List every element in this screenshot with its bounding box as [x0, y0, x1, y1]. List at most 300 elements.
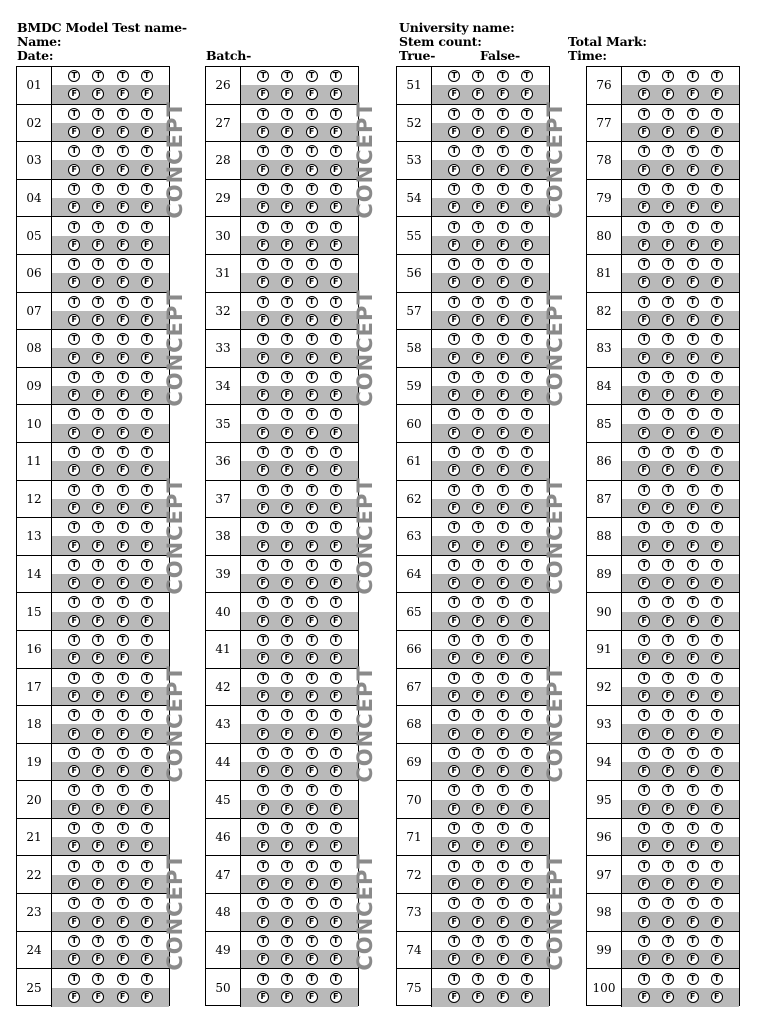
true-bubble[interactable]: T	[521, 258, 533, 270]
true-bubble[interactable]: T	[281, 935, 293, 947]
true-bubble[interactable]: T	[638, 559, 650, 571]
true-bubble[interactable]: T	[497, 672, 509, 684]
false-bubble[interactable]: F	[68, 88, 80, 100]
true-bubble[interactable]: T	[711, 333, 723, 345]
false-bubble[interactable]: F	[281, 690, 293, 702]
false-bubble[interactable]: F	[141, 276, 153, 288]
true-bubble[interactable]: T	[448, 70, 460, 82]
true-bubble[interactable]: T	[662, 634, 674, 646]
false-bubble[interactable]: F	[330, 690, 342, 702]
false-bubble[interactable]: F	[68, 690, 80, 702]
false-bubble[interactable]: F	[257, 878, 269, 890]
false-bubble[interactable]: F	[521, 201, 533, 213]
false-bubble[interactable]: F	[687, 502, 699, 514]
true-bubble[interactable]: T	[711, 371, 723, 383]
false-bubble[interactable]: F	[638, 389, 650, 401]
true-bubble[interactable]: T	[521, 747, 533, 759]
false-bubble[interactable]: F	[141, 991, 153, 1003]
false-bubble[interactable]: F	[638, 652, 650, 664]
false-bubble[interactable]: F	[448, 126, 460, 138]
true-bubble[interactable]: T	[117, 747, 129, 759]
true-bubble[interactable]: T	[68, 822, 80, 834]
true-bubble[interactable]: T	[68, 221, 80, 233]
true-bubble[interactable]: T	[281, 333, 293, 345]
false-bubble[interactable]: F	[472, 239, 484, 251]
true-bubble[interactable]: T	[711, 258, 723, 270]
true-bubble[interactable]: T	[687, 484, 699, 496]
false-bubble[interactable]: F	[448, 991, 460, 1003]
false-bubble[interactable]: F	[68, 916, 80, 928]
true-bubble[interactable]: T	[662, 860, 674, 872]
false-bubble[interactable]: F	[141, 239, 153, 251]
false-bubble[interactable]: F	[472, 916, 484, 928]
true-bubble[interactable]: T	[662, 296, 674, 308]
false-bubble[interactable]: F	[141, 765, 153, 777]
true-bubble[interactable]: T	[448, 258, 460, 270]
true-bubble[interactable]: T	[521, 709, 533, 721]
true-bubble[interactable]: T	[141, 484, 153, 496]
true-bubble[interactable]: T	[497, 747, 509, 759]
false-bubble[interactable]: F	[257, 690, 269, 702]
true-bubble[interactable]: T	[497, 596, 509, 608]
true-bubble[interactable]: T	[711, 183, 723, 195]
true-bubble[interactable]: T	[662, 221, 674, 233]
true-bubble[interactable]: T	[711, 596, 723, 608]
false-bubble[interactable]: F	[141, 201, 153, 213]
true-bubble[interactable]: T	[92, 145, 104, 157]
false-bubble[interactable]: F	[662, 427, 674, 439]
false-bubble[interactable]: F	[521, 389, 533, 401]
true-bubble[interactable]: T	[281, 897, 293, 909]
false-bubble[interactable]: F	[257, 201, 269, 213]
false-bubble[interactable]: F	[711, 916, 723, 928]
true-bubble[interactable]: T	[638, 258, 650, 270]
false-bubble[interactable]: F	[257, 728, 269, 740]
false-bubble[interactable]: F	[92, 352, 104, 364]
true-bubble[interactable]: T	[448, 183, 460, 195]
false-bubble[interactable]: F	[330, 540, 342, 552]
true-bubble[interactable]: T	[448, 784, 460, 796]
true-bubble[interactable]: T	[711, 484, 723, 496]
false-bubble[interactable]: F	[638, 464, 650, 476]
true-bubble[interactable]: T	[497, 935, 509, 947]
false-bubble[interactable]: F	[638, 840, 650, 852]
false-bubble[interactable]: F	[448, 690, 460, 702]
false-bubble[interactable]: F	[497, 164, 509, 176]
false-bubble[interactable]: F	[448, 615, 460, 627]
false-bubble[interactable]: F	[68, 728, 80, 740]
true-bubble[interactable]: T	[638, 596, 650, 608]
true-bubble[interactable]: T	[257, 521, 269, 533]
true-bubble[interactable]: T	[521, 860, 533, 872]
true-bubble[interactable]: T	[687, 258, 699, 270]
false-bubble[interactable]: F	[141, 728, 153, 740]
false-bubble[interactable]: F	[711, 765, 723, 777]
false-bubble[interactable]: F	[448, 652, 460, 664]
true-bubble[interactable]: T	[521, 408, 533, 420]
false-bubble[interactable]: F	[662, 690, 674, 702]
false-bubble[interactable]: F	[711, 840, 723, 852]
false-bubble[interactable]: F	[687, 314, 699, 326]
true-bubble[interactable]: T	[497, 70, 509, 82]
false-bubble[interactable]: F	[330, 577, 342, 589]
true-bubble[interactable]: T	[141, 333, 153, 345]
true-bubble[interactable]: T	[68, 108, 80, 120]
false-bubble[interactable]: F	[638, 201, 650, 213]
false-bubble[interactable]: F	[687, 728, 699, 740]
false-bubble[interactable]: F	[117, 427, 129, 439]
true-bubble[interactable]: T	[448, 484, 460, 496]
true-bubble[interactable]: T	[306, 70, 318, 82]
true-bubble[interactable]: T	[448, 521, 460, 533]
false-bubble[interactable]: F	[117, 464, 129, 476]
false-bubble[interactable]: F	[687, 916, 699, 928]
true-bubble[interactable]: T	[330, 258, 342, 270]
true-bubble[interactable]: T	[306, 709, 318, 721]
true-bubble[interactable]: T	[141, 108, 153, 120]
true-bubble[interactable]: T	[497, 484, 509, 496]
false-bubble[interactable]: F	[141, 577, 153, 589]
false-bubble[interactable]: F	[257, 88, 269, 100]
false-bubble[interactable]: F	[306, 389, 318, 401]
true-bubble[interactable]: T	[638, 296, 650, 308]
true-bubble[interactable]: T	[711, 822, 723, 834]
false-bubble[interactable]: F	[92, 765, 104, 777]
true-bubble[interactable]: T	[306, 596, 318, 608]
true-bubble[interactable]: T	[141, 596, 153, 608]
true-bubble[interactable]: T	[687, 672, 699, 684]
false-bubble[interactable]: F	[330, 164, 342, 176]
false-bubble[interactable]: F	[472, 126, 484, 138]
false-bubble[interactable]: F	[448, 239, 460, 251]
false-bubble[interactable]: F	[448, 577, 460, 589]
true-bubble[interactable]: T	[68, 672, 80, 684]
false-bubble[interactable]: F	[711, 540, 723, 552]
true-bubble[interactable]: T	[687, 446, 699, 458]
false-bubble[interactable]: F	[68, 765, 80, 777]
false-bubble[interactable]: F	[638, 953, 650, 965]
false-bubble[interactable]: F	[638, 615, 650, 627]
false-bubble[interactable]: F	[638, 239, 650, 251]
true-bubble[interactable]: T	[472, 221, 484, 233]
false-bubble[interactable]: F	[281, 991, 293, 1003]
true-bubble[interactable]: T	[497, 408, 509, 420]
false-bubble[interactable]: F	[687, 765, 699, 777]
false-bubble[interactable]: F	[521, 728, 533, 740]
true-bubble[interactable]: T	[141, 784, 153, 796]
false-bubble[interactable]: F	[257, 765, 269, 777]
false-bubble[interactable]: F	[306, 916, 318, 928]
false-bubble[interactable]: F	[497, 878, 509, 890]
false-bubble[interactable]: F	[521, 126, 533, 138]
false-bubble[interactable]: F	[117, 314, 129, 326]
false-bubble[interactable]: F	[687, 427, 699, 439]
true-bubble[interactable]: T	[306, 108, 318, 120]
false-bubble[interactable]: F	[92, 615, 104, 627]
false-bubble[interactable]: F	[521, 276, 533, 288]
true-bubble[interactable]: T	[687, 371, 699, 383]
false-bubble[interactable]: F	[257, 916, 269, 928]
false-bubble[interactable]: F	[687, 239, 699, 251]
false-bubble[interactable]: F	[68, 464, 80, 476]
false-bubble[interactable]: F	[306, 239, 318, 251]
false-bubble[interactable]: F	[521, 916, 533, 928]
false-bubble[interactable]: F	[141, 615, 153, 627]
true-bubble[interactable]: T	[687, 108, 699, 120]
true-bubble[interactable]: T	[281, 108, 293, 120]
false-bubble[interactable]: F	[330, 352, 342, 364]
false-bubble[interactable]: F	[662, 314, 674, 326]
true-bubble[interactable]: T	[141, 145, 153, 157]
false-bubble[interactable]: F	[92, 502, 104, 514]
false-bubble[interactable]: F	[306, 427, 318, 439]
true-bubble[interactable]: T	[68, 784, 80, 796]
false-bubble[interactable]: F	[448, 728, 460, 740]
false-bubble[interactable]: F	[141, 314, 153, 326]
false-bubble[interactable]: F	[257, 389, 269, 401]
true-bubble[interactable]: T	[141, 521, 153, 533]
false-bubble[interactable]: F	[687, 991, 699, 1003]
true-bubble[interactable]: T	[257, 296, 269, 308]
true-bubble[interactable]: T	[281, 822, 293, 834]
false-bubble[interactable]: F	[687, 276, 699, 288]
false-bubble[interactable]: F	[281, 389, 293, 401]
false-bubble[interactable]: F	[68, 615, 80, 627]
false-bubble[interactable]: F	[662, 464, 674, 476]
true-bubble[interactable]: T	[257, 70, 269, 82]
true-bubble[interactable]: T	[497, 784, 509, 796]
true-bubble[interactable]: T	[306, 296, 318, 308]
true-bubble[interactable]: T	[638, 860, 650, 872]
false-bubble[interactable]: F	[306, 577, 318, 589]
false-bubble[interactable]: F	[68, 352, 80, 364]
false-bubble[interactable]: F	[662, 502, 674, 514]
false-bubble[interactable]: F	[306, 690, 318, 702]
true-bubble[interactable]: T	[662, 559, 674, 571]
true-bubble[interactable]: T	[257, 108, 269, 120]
false-bubble[interactable]: F	[521, 502, 533, 514]
false-bubble[interactable]: F	[448, 765, 460, 777]
true-bubble[interactable]: T	[141, 634, 153, 646]
false-bubble[interactable]: F	[711, 502, 723, 514]
true-bubble[interactable]: T	[521, 521, 533, 533]
true-bubble[interactable]: T	[662, 70, 674, 82]
false-bubble[interactable]: F	[117, 201, 129, 213]
false-bubble[interactable]: F	[711, 577, 723, 589]
false-bubble[interactable]: F	[306, 352, 318, 364]
false-bubble[interactable]: F	[330, 389, 342, 401]
true-bubble[interactable]: T	[638, 446, 650, 458]
true-bubble[interactable]: T	[472, 70, 484, 82]
true-bubble[interactable]: T	[662, 258, 674, 270]
true-bubble[interactable]: T	[257, 596, 269, 608]
false-bubble[interactable]: F	[638, 991, 650, 1003]
false-bubble[interactable]: F	[257, 126, 269, 138]
false-bubble[interactable]: F	[497, 502, 509, 514]
false-bubble[interactable]: F	[257, 953, 269, 965]
false-bubble[interactable]: F	[497, 88, 509, 100]
true-bubble[interactable]: T	[306, 408, 318, 420]
false-bubble[interactable]: F	[281, 840, 293, 852]
false-bubble[interactable]: F	[638, 126, 650, 138]
false-bubble[interactable]: F	[306, 314, 318, 326]
true-bubble[interactable]: T	[662, 747, 674, 759]
true-bubble[interactable]: T	[711, 860, 723, 872]
true-bubble[interactable]: T	[472, 860, 484, 872]
true-bubble[interactable]: T	[687, 559, 699, 571]
true-bubble[interactable]: T	[638, 784, 650, 796]
true-bubble[interactable]: T	[497, 822, 509, 834]
true-bubble[interactable]: T	[497, 897, 509, 909]
false-bubble[interactable]: F	[521, 164, 533, 176]
true-bubble[interactable]: T	[521, 70, 533, 82]
true-bubble[interactable]: T	[257, 258, 269, 270]
true-bubble[interactable]: T	[92, 408, 104, 420]
true-bubble[interactable]: T	[662, 446, 674, 458]
true-bubble[interactable]: T	[521, 183, 533, 195]
false-bubble[interactable]: F	[281, 803, 293, 815]
true-bubble[interactable]: T	[448, 973, 460, 985]
false-bubble[interactable]: F	[448, 540, 460, 552]
false-bubble[interactable]: F	[521, 464, 533, 476]
true-bubble[interactable]: T	[472, 784, 484, 796]
false-bubble[interactable]: F	[306, 765, 318, 777]
true-bubble[interactable]: T	[497, 221, 509, 233]
false-bubble[interactable]: F	[117, 615, 129, 627]
false-bubble[interactable]: F	[711, 652, 723, 664]
false-bubble[interactable]: F	[472, 840, 484, 852]
false-bubble[interactable]: F	[68, 540, 80, 552]
false-bubble[interactable]: F	[257, 352, 269, 364]
false-bubble[interactable]: F	[497, 615, 509, 627]
true-bubble[interactable]: T	[448, 596, 460, 608]
false-bubble[interactable]: F	[448, 314, 460, 326]
true-bubble[interactable]: T	[117, 897, 129, 909]
true-bubble[interactable]: T	[448, 371, 460, 383]
false-bubble[interactable]: F	[687, 953, 699, 965]
true-bubble[interactable]: T	[117, 822, 129, 834]
true-bubble[interactable]: T	[92, 296, 104, 308]
false-bubble[interactable]: F	[638, 276, 650, 288]
false-bubble[interactable]: F	[497, 840, 509, 852]
false-bubble[interactable]: F	[68, 201, 80, 213]
true-bubble[interactable]: T	[497, 258, 509, 270]
false-bubble[interactable]: F	[497, 803, 509, 815]
false-bubble[interactable]: F	[68, 164, 80, 176]
false-bubble[interactable]: F	[472, 314, 484, 326]
false-bubble[interactable]: F	[711, 164, 723, 176]
false-bubble[interactable]: F	[117, 728, 129, 740]
true-bubble[interactable]: T	[472, 897, 484, 909]
false-bubble[interactable]: F	[92, 728, 104, 740]
false-bubble[interactable]: F	[497, 126, 509, 138]
true-bubble[interactable]: T	[521, 333, 533, 345]
true-bubble[interactable]: T	[306, 446, 318, 458]
false-bubble[interactable]: F	[638, 765, 650, 777]
true-bubble[interactable]: T	[281, 446, 293, 458]
true-bubble[interactable]: T	[306, 221, 318, 233]
false-bubble[interactable]: F	[92, 953, 104, 965]
true-bubble[interactable]: T	[711, 145, 723, 157]
true-bubble[interactable]: T	[92, 183, 104, 195]
true-bubble[interactable]: T	[497, 371, 509, 383]
false-bubble[interactable]: F	[687, 201, 699, 213]
false-bubble[interactable]: F	[662, 878, 674, 890]
true-bubble[interactable]: T	[68, 484, 80, 496]
false-bubble[interactable]: F	[117, 652, 129, 664]
false-bubble[interactable]: F	[117, 765, 129, 777]
false-bubble[interactable]: F	[92, 88, 104, 100]
true-bubble[interactable]: T	[711, 973, 723, 985]
false-bubble[interactable]: F	[662, 615, 674, 627]
true-bubble[interactable]: T	[68, 521, 80, 533]
true-bubble[interactable]: T	[662, 596, 674, 608]
false-bubble[interactable]: F	[711, 953, 723, 965]
true-bubble[interactable]: T	[711, 296, 723, 308]
false-bubble[interactable]: F	[638, 916, 650, 928]
false-bubble[interactable]: F	[92, 878, 104, 890]
false-bubble[interactable]: F	[687, 88, 699, 100]
true-bubble[interactable]: T	[662, 333, 674, 345]
false-bubble[interactable]: F	[472, 953, 484, 965]
true-bubble[interactable]: T	[281, 183, 293, 195]
true-bubble[interactable]: T	[448, 672, 460, 684]
true-bubble[interactable]: T	[306, 484, 318, 496]
false-bubble[interactable]: F	[472, 164, 484, 176]
false-bubble[interactable]: F	[521, 427, 533, 439]
false-bubble[interactable]: F	[330, 840, 342, 852]
true-bubble[interactable]: T	[711, 70, 723, 82]
false-bubble[interactable]: F	[330, 765, 342, 777]
false-bubble[interactable]: F	[141, 164, 153, 176]
true-bubble[interactable]: T	[141, 70, 153, 82]
true-bubble[interactable]: T	[92, 784, 104, 796]
true-bubble[interactable]: T	[330, 408, 342, 420]
false-bubble[interactable]: F	[662, 991, 674, 1003]
false-bubble[interactable]: F	[92, 276, 104, 288]
true-bubble[interactable]: T	[330, 521, 342, 533]
true-bubble[interactable]: T	[687, 221, 699, 233]
true-bubble[interactable]: T	[662, 408, 674, 420]
false-bubble[interactable]: F	[662, 765, 674, 777]
false-bubble[interactable]: F	[497, 201, 509, 213]
true-bubble[interactable]: T	[448, 935, 460, 947]
false-bubble[interactable]: F	[281, 88, 293, 100]
true-bubble[interactable]: T	[472, 822, 484, 834]
true-bubble[interactable]: T	[257, 484, 269, 496]
false-bubble[interactable]: F	[281, 577, 293, 589]
true-bubble[interactable]: T	[448, 108, 460, 120]
false-bubble[interactable]: F	[141, 88, 153, 100]
true-bubble[interactable]: T	[330, 333, 342, 345]
true-bubble[interactable]: T	[306, 784, 318, 796]
true-bubble[interactable]: T	[117, 672, 129, 684]
true-bubble[interactable]: T	[448, 822, 460, 834]
false-bubble[interactable]: F	[257, 164, 269, 176]
false-bubble[interactable]: F	[638, 88, 650, 100]
true-bubble[interactable]: T	[257, 634, 269, 646]
false-bubble[interactable]: F	[711, 878, 723, 890]
true-bubble[interactable]: T	[448, 296, 460, 308]
true-bubble[interactable]: T	[497, 108, 509, 120]
true-bubble[interactable]: T	[711, 108, 723, 120]
false-bubble[interactable]: F	[141, 652, 153, 664]
false-bubble[interactable]: F	[521, 88, 533, 100]
false-bubble[interactable]: F	[662, 201, 674, 213]
false-bubble[interactable]: F	[141, 540, 153, 552]
false-bubble[interactable]: F	[472, 201, 484, 213]
false-bubble[interactable]: F	[638, 502, 650, 514]
